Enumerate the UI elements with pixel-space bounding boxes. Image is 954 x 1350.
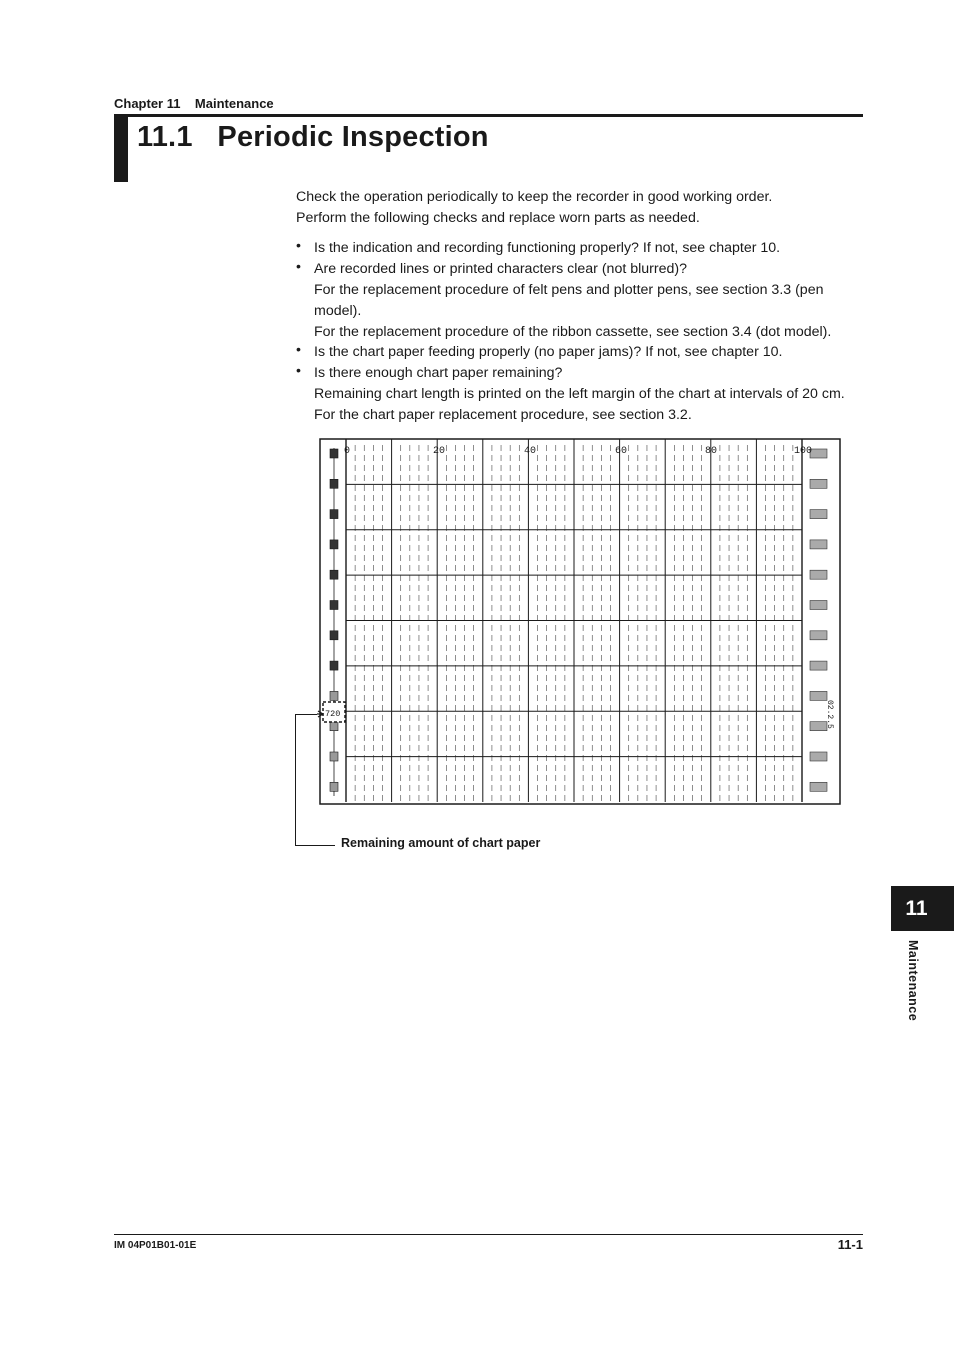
right-perforation-hole	[810, 691, 827, 700]
callout-leader-bottom	[295, 845, 335, 846]
figure-callout: Remaining amount of chart paper	[341, 836, 541, 850]
right-margin-code: 02.2.5	[825, 700, 834, 729]
checklist-detail: model).	[314, 303, 362, 319]
bullet-marker: •	[296, 363, 301, 379]
right-perforation-hole	[810, 631, 827, 640]
scale-label-0: 0	[344, 446, 351, 457]
checklist-item: Is the indication and recording functioning properly? If not, see chapter 10.	[314, 240, 781, 256]
footer-rule	[114, 1234, 863, 1235]
left-sprocket-hole	[330, 691, 338, 700]
checklist-item: Is the chart paper feeding properly (no paper jams)? If not, see chapter 10.	[314, 344, 783, 360]
right-perforation-hole	[810, 510, 827, 519]
chapter-header: Chapter 11 Maintenance	[114, 96, 274, 111]
checklist-item: Is there enough chart paper remaining?	[314, 365, 563, 381]
left-sprocket-hole	[330, 661, 338, 670]
scale-label-80: 80	[705, 446, 718, 457]
left-sprocket-hole	[330, 540, 338, 549]
left-sprocket-hole	[330, 631, 338, 640]
left-sprocket-hole	[330, 752, 338, 761]
chart-paper-border	[320, 439, 840, 804]
left-sprocket-hole	[330, 449, 338, 458]
left-sprocket-hole	[330, 601, 338, 610]
scale-label-40: 40	[524, 446, 537, 457]
chart-paper-illustration	[296, 436, 844, 808]
intro-line: Perform the following checks and replace worn parts as needed.	[296, 210, 700, 226]
right-perforation-hole	[810, 722, 827, 731]
remaining-marker-label: 720	[325, 709, 341, 719]
header-rule	[114, 114, 863, 117]
left-sprocket-hole	[330, 722, 338, 731]
right-perforation-hole	[810, 570, 827, 579]
right-perforation-hole	[810, 479, 827, 488]
scale-label-100: 100	[794, 446, 813, 457]
checklist-detail: For the chart paper replacement procedure, see section 3.2.	[314, 407, 692, 423]
footer-page-number: 11-1	[837, 1237, 863, 1252]
right-perforation-hole	[810, 601, 827, 610]
right-perforation-hole	[810, 782, 827, 791]
chapter-thumb-label: Maintenance	[906, 940, 920, 1022]
right-perforation-hole	[810, 449, 827, 458]
right-perforation-hole	[810, 661, 827, 670]
right-perforation-hole	[810, 752, 827, 761]
left-sprocket-hole	[330, 782, 338, 791]
footer-doc-id: IM 04P01B01-01E	[114, 1240, 197, 1251]
scale-label-20: 20	[433, 446, 446, 457]
left-sprocket-hole	[330, 570, 338, 579]
chapter-thumb-tab: 11	[891, 886, 954, 931]
callout-leader-vertical	[295, 714, 296, 845]
section-title: 11.1 Periodic Inspection	[137, 121, 489, 153]
right-perforation-hole	[810, 540, 827, 549]
left-sprocket-hole	[330, 510, 338, 519]
scale-label-60: 60	[615, 446, 628, 457]
checklist-item: Are recorded lines or printed characters clear (not blurred)?	[314, 261, 687, 277]
callout-leader-top	[295, 714, 317, 715]
section-title-bar	[114, 114, 128, 182]
checklist-detail: Remaining chart length is printed on the left margin of the chart at intervals of 20 cm.	[314, 386, 845, 402]
checklist-detail: For the replacement procedure of felt pens and plotter pens, see section 3.3 (pen	[314, 282, 824, 298]
intro-line: Check the operation periodically to keep the recorder in good working order.	[296, 189, 773, 205]
bullet-marker: •	[296, 238, 301, 254]
bullet-marker: •	[296, 342, 301, 358]
checklist-detail: For the replacement procedure of the ribbon cassette, see section 3.4 (dot model).	[314, 324, 832, 340]
left-sprocket-hole	[330, 479, 338, 488]
chart-paper-figure	[296, 436, 844, 808]
bullet-marker: •	[296, 259, 301, 275]
